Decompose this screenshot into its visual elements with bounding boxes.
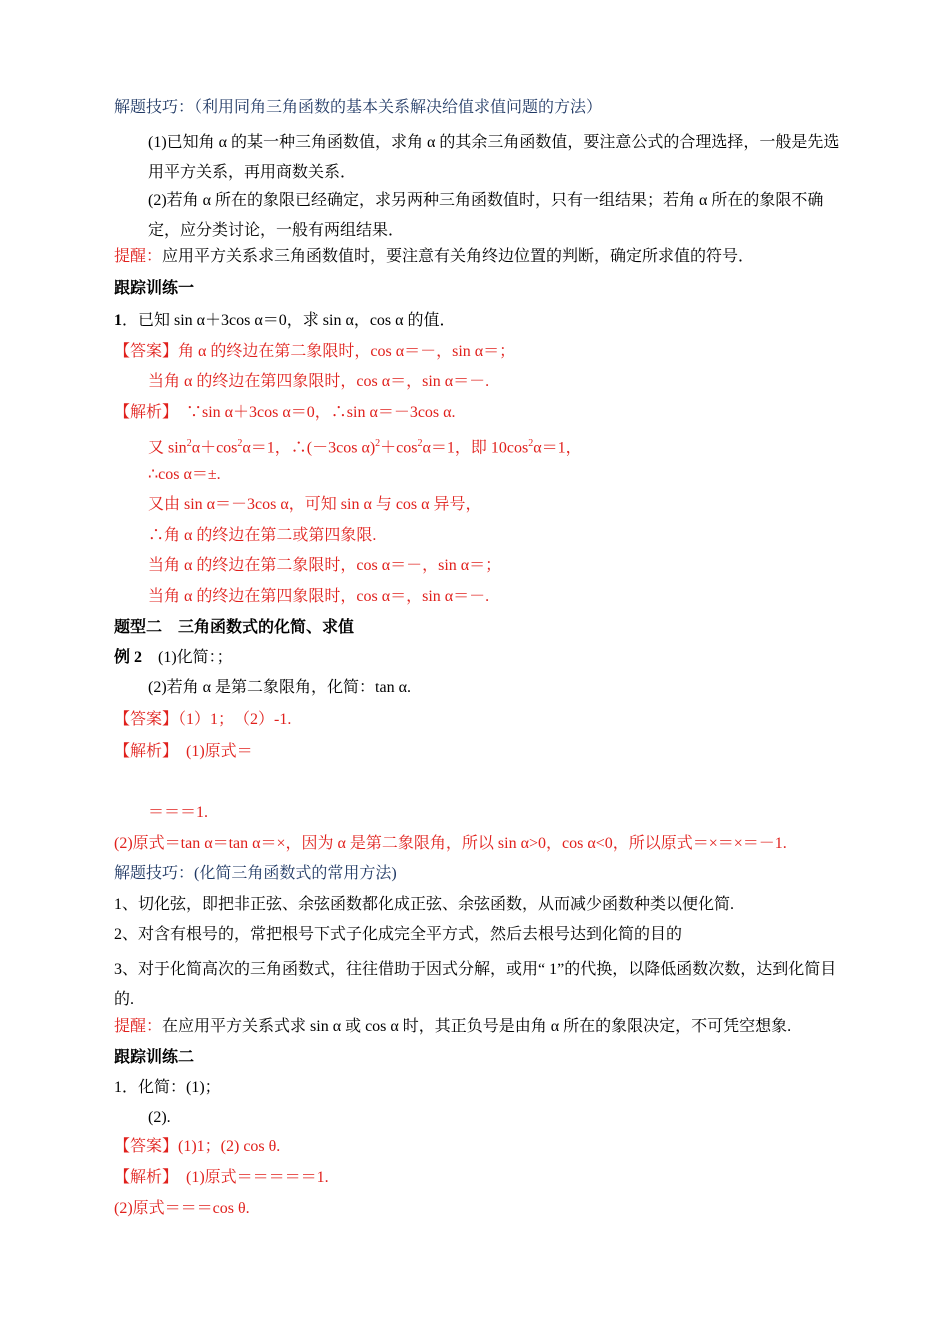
analysis-line-1: 【解析】 ∵sin α＋3cos α＝0，∴sin α＝－3cos α. xyxy=(114,404,456,421)
analysis-example-2-line-1: 【解析】 (1)原式＝ xyxy=(114,743,253,760)
answer-line-2: 当角 α 的终边在第四象限时，cos α＝，sin α＝－. xyxy=(148,373,490,390)
example-text: (1)化简：； xyxy=(142,649,233,666)
reminder-label: 提醒： xyxy=(114,1018,163,1035)
method-3: 3、对于化简高次的三角函数式，往往借助于因式分解，或用“ 1”的代换，以降低函数次数，达到化简目的. xyxy=(114,961,837,1008)
analysis-practice-2-line-2: (2)原式＝＝＝cos θ. xyxy=(114,1200,250,1217)
practice-2-question-1: 1．化简：(1)； xyxy=(114,1079,221,1096)
answer-practice-2: 【答案】(1)1；(2) cos θ. xyxy=(114,1138,281,1155)
example-2-part-2: (2)若角 α 是第二象限角，化简：tan α. xyxy=(148,679,411,696)
practice-1-question xyxy=(114,310,840,332)
reminder-1 xyxy=(114,246,840,268)
question-text: ．已知 sin α＋3cos α＝0，求 sin α，cos α 的值． xyxy=(122,312,456,329)
analysis-line-6: 当角 α 的终边在第二象限时，cos α＝－，sin α＝； xyxy=(148,557,502,574)
analysis-line-7: 当角 α 的终边在第四象限时，cos α＝，sin α＝－. xyxy=(148,588,490,605)
method-2: 2、对含有根号的，常把根号下式子化成完全平方式，然后去根号达到化简的目的 xyxy=(114,926,683,943)
practice-2-question-2: (2). xyxy=(148,1109,171,1126)
reminder-2 xyxy=(114,1016,840,1038)
tip-heading-1: 解题技巧：（利用同角三角函数的基本关系解决给值求值问题的方法） xyxy=(114,99,603,116)
tip-item-2: (2)若角 α 所在的象限已经确定，求另两种三角函数值时，只有一组结果；若角 α 所在的象限不确定，应分类讨论，一般有两组结果． xyxy=(148,192,824,239)
example-label: 例 2 xyxy=(114,649,143,666)
section-heading-practice-1: 跟踪训练一 xyxy=(114,280,195,297)
reminder-text: 在应用平方关系式求 sin α 或 cos α 时，其正负号是由角 α 所在的象限决定，不可凭空想象. xyxy=(162,1018,792,1035)
tip-heading-2: 解题技巧：(化简三角函数式的常用方法) xyxy=(114,865,397,882)
analysis-line-3: ∴cos α＝±. xyxy=(148,466,221,483)
section-heading-practice-2: 跟踪训练二 xyxy=(114,1049,195,1066)
analysis-line-4: 又由 sin α＝－3cos α，可知 sin α 与 cos α 异号， xyxy=(148,496,482,513)
tip-item-1: (1)已知角 α 的某一种三角函数值，求角 α 的其余三角函数值，要注意公式的合理选择，一般是先选用平方关系，再用商数关系． xyxy=(148,134,840,181)
analysis-line-2: 又 $\sin^2\alpha+\cos^2\alpha=1$，∴(－3cos $\alpha)^2+\cos^2\alpha=1$，即 $10\cos^2\alpha=1$， xyxy=(148,438,582,457)
section-heading-type-2: 题型二 三角函数式的化简、求值 xyxy=(114,619,355,636)
answer-line-1: 【答案】角 α 的终边在第二象限时，cos α＝－，sin α＝； xyxy=(114,343,516,360)
reminder-label: 提醒： xyxy=(114,248,163,265)
analysis-line-5: ∴角 α 的终边在第二或第四象限. xyxy=(148,527,377,544)
answer-example-2: 【答案】（1）1； （2）-1. xyxy=(114,711,292,728)
question-number: 1 xyxy=(114,312,122,329)
analysis-practice-2-line-1: 【解析】 (1)原式＝＝＝＝＝1. xyxy=(114,1169,329,1186)
reminder-text: 应用平方关系求三角函数值时，要注意有关角终边位置的判断，确定所求值的符号． xyxy=(162,248,755,265)
example-2-part-1 xyxy=(114,647,840,669)
analysis-example-2-line-3: (2)原式＝tan α＝tan α＝×，因为 α 是第二象限角，所以 sin α>0，cos α<0，所以原式＝×＝×＝－1. xyxy=(114,835,787,852)
analysis-example-2-line-2: ＝＝＝1. xyxy=(148,804,209,821)
method-1: 1、切化弦，即把非正弦、余弦函数都化成正弦、余弦函数，从而减少函数种类以便化简. xyxy=(114,896,735,913)
